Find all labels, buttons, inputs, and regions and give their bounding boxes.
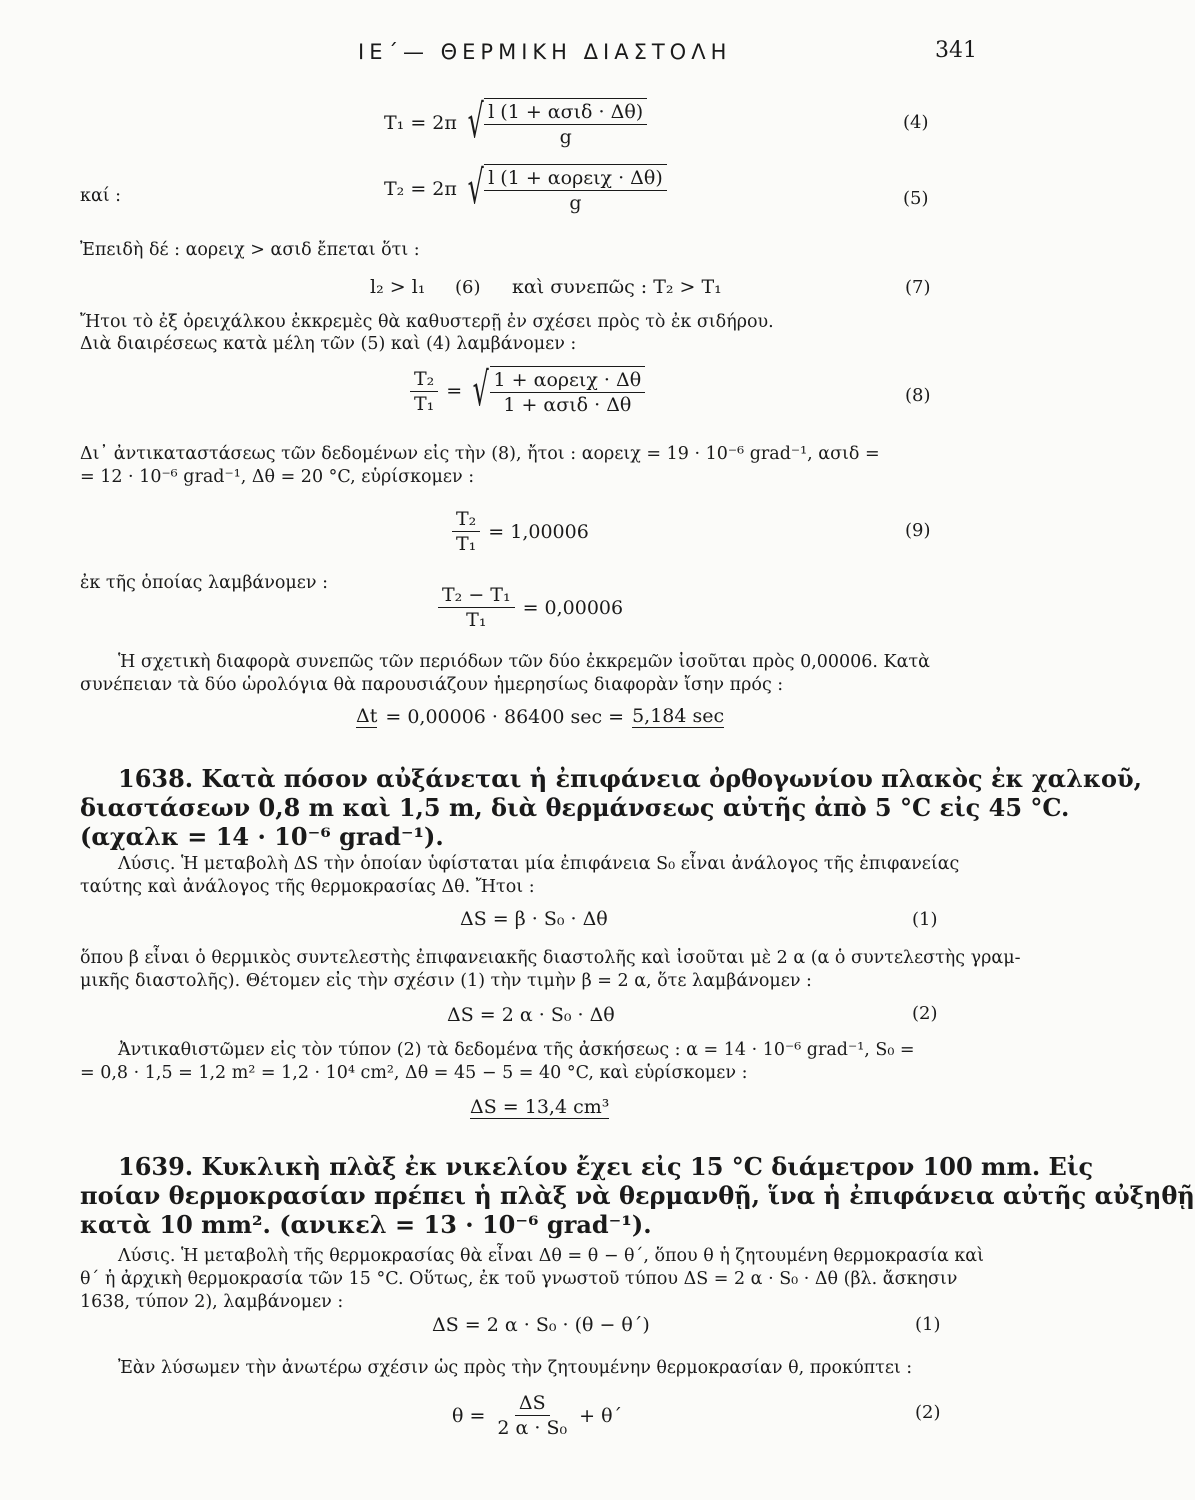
equation-4 [384,94,647,148]
sol1639-eq2-rhs: + θ΄ [579,1404,623,1427]
sol1639-eq2 [452,1392,622,1439]
equation-5 [384,160,667,214]
solution-text: Ἀντικαθιστῶμεν εἰς τὸν τύπον (2) τὰ δεδομένα τῆς ἀσκήσεως : α = 14 · 10⁻⁶ grad⁻¹, S₀ = [118,1040,915,1060]
eq7-label: (7) [905,277,931,298]
paragraph: Ἡ σχετικὴ διαφορὰ συνεπῶς τῶν περιόδων τῶν δύο ἐκκρεμῶν ἰσοῦται πρὸς 0,00006. Κατὰ [118,652,930,672]
problem-1638-title: 1638. Κατὰ πόσον αὐξάνεται ἡ ἐπιφάνεια ὀρθογωνίου πλακὸς ἐκ χαλκοῦ, [118,764,1142,793]
sol1639-eq2-label: (2) [915,1402,941,1423]
eq4-numerator: l (1 + ασιδ · Δθ) [484,101,647,125]
eq11-result: 5,184 sec [632,705,725,727]
eq10-num: T₂ − T₁ [438,584,515,608]
problem-1639-title: 1639. Κυκλικὴ πλὰξ ἐκ νικελίου ἔχει εἰς 15 °C διάμετρον 100 mm. Εἰς [118,1152,1094,1181]
equation-8: $\frac{\text{T₂}}{\text{T₁}}$ = √ $\frac{\text{1 + αορειχ · Δθ}}{\text{1 + ασιδ · Δθ}}$ [410,366,645,416]
paragraph: Διὰ διαιρέσεως κατὰ μέλη τῶν (5) καὶ (4) λαμβάνομεν : [80,334,577,354]
problem-1638-title: (αχαλκ = 14 · 10⁻⁶ grad⁻¹). [80,822,444,851]
sol1638-result: ΔS = 13,4 cm³ [470,1096,610,1118]
eq4-lhs: T₁ = 2π [384,112,457,134]
eq8-lhs-num: T₂ [410,368,438,392]
eq9-den: T₁ [456,533,477,555]
eq8-denominator: 1 + ασιδ · Δθ [503,394,632,416]
eq5-prefix: καί : [80,186,122,206]
eq4-denominator: g [559,126,572,148]
paragraph: = 12 · 10⁻⁶ grad⁻¹, Δθ = 20 °C, εὑρίσκομεν : [80,467,475,487]
sol1638-eq1: ΔS = β · S₀ · Δθ [460,908,608,930]
equation-11 [356,705,724,728]
problem-1639-title: κατὰ 10 mm². (ανικελ = 13 · 10⁻⁶ grad⁻¹). [80,1210,652,1239]
eq9-value: = 1,00006 [488,520,589,543]
eq10-den: T₁ [466,609,487,631]
running-header: ΙΕ΄— ΘΕΡΜΙΚΗ ΔΙΑΣΤΟΛΗ [358,40,732,64]
sol1639-eq2-lhs: θ = [452,1404,486,1427]
eq11-mid: = 0,00006 · 86400 sec = [385,705,625,728]
eq5-lhs: T₂ = 2π [384,178,457,200]
paragraph: Ἤτοι τὸ ἐξ ὀρειχάλκου ἐκκρεμὲς θὰ καθυστερῇ ἐν σχέσει πρὸς τὸ ἐκ σιδήρου. [80,312,774,332]
eq6-expr: l₂ > l₁ [370,276,426,298]
eq6-label: (6) [455,277,481,298]
paragraph: συνέπειαν τὰ δύο ὡρολόγια θὰ παρουσιάζουν ἡμερησίως διαφορὰν ἴσην πρός : [80,675,784,695]
sol1638-eq2-label: (2) [912,1003,938,1024]
eq8-label: (8) [905,385,931,406]
sol1638-eq2: ΔS = 2 α · S₀ · Δθ [447,1004,615,1026]
eq9-label: (9) [905,520,931,541]
problem-1639-title: ποίαν θερμοκρασίαν πρέπει ἡ πλὰξ νὰ θερμανθῇ, ἵνα ἡ ἐπιφάνεια αὐτῆς αὐξηθῇ [80,1181,1195,1210]
solution-text: Λύσις. Ἡ μεταβολὴ τῆς θερμοκρασίας θὰ εἶναι Δθ = θ − θ΄, ὅπου θ ἡ ζητουμένη θερμοκρασία καὶ [118,1246,984,1266]
sol1639-eq1: ΔS = 2 α · S₀ · (θ − θ΄) [432,1314,650,1336]
paragraph: Δι᾽ ἀντικαταστάσεως τῶν δεδομένων εἰς τὴν (8), ἤτοι : αορειχ = 19 · 10⁻⁶ grad⁻¹, ασιδ = [80,444,880,464]
sol1638-eq1-label: (1) [912,909,938,930]
sol1639-eq2-den: 2 α · S₀ [497,1417,568,1439]
eq5-label: (5) [903,188,929,209]
sqrt-sign: √ $\frac{\text{l (1 + αορειχ · Δθ)}}{g}$ [465,164,667,214]
paragraph: ἐκ τῆς ὁποίας λαμβάνομεν : [80,573,328,593]
equation-10 [438,584,623,631]
sqrt-sign: √ $\frac{\text{l (1 + ασιδ · Δθ)}}{g}$ [465,98,647,148]
sqrt-sign: √ $\frac{\text{1 + αορειχ · Δθ}}{\text{1 + ασιδ · Δθ}}$ [470,366,645,416]
eq5-numerator: l (1 + αορειχ · Δθ) [484,167,667,191]
sol1639-eq1-label: (1) [915,1314,941,1335]
eq8-numerator: 1 + αορειχ · Δθ [490,369,646,393]
eq11-lhs: Δt [356,705,378,727]
eq10-value: = 0,00006 [522,596,624,619]
eq9-num: T₂ [452,508,480,532]
solution-text: = 0,8 · 1,5 = 1,2 m² = 1,2 · 10⁴ cm², Δθ = 45 − 5 = 40 °C, καὶ εὑρίσκομεν : [80,1063,748,1083]
eq5-denominator: g [569,192,582,214]
page-number: 341 [935,38,977,63]
solution-text: ὅπου β εἶναι ὁ θερμικὸς συντελεστὴς ἐπιφανειακῆς διαστολῆς καὶ ἰσοῦται μὲ 2 α (α ὁ συντελεστὴς γραμ- [80,948,1021,968]
sol1639-eq2-num: ΔS [515,1392,550,1416]
eq8-lhs-den: T₁ [414,392,435,415]
solution-text: θ΄ ἡ ἀρχικὴ θερμοκρασία τῶν 15 °C. Οὕτως, ἐκ τοῦ γνωστοῦ τύπου ΔS = 2 α · S₀ · Δθ (βλ. ἄσκησιν [80,1269,958,1289]
solution-text: Λύσις. Ἡ μεταβολὴ ΔS τὴν ὁποίαν ὑφίσταται μία ἐπιφάνεια S₀ εἶναι ἀνάλογος τῆς ἐπιφανείας [118,854,960,874]
eq7-text: καὶ συνεπῶς : T₂ > T₁ [512,276,722,298]
solution-text: ταύτης καὶ ἀνάλογος τῆς θερμοκρασίας Δθ. Ἤτοι : [80,877,535,897]
since-line: Ἐπειδὴ δέ : αορειχ > ασιδ ἔπεται ὅτι : [80,240,420,260]
solution-text: 1638, τύπον 2), λαμβάνομεν : [80,1292,344,1312]
solution-text: Ἐὰν λύσωμεν τὴν ἀνωτέρω σχέσιν ὡς πρὸς τὴν ζητουμένην θερμοκρασίαν θ, προκύπτει : [118,1358,913,1378]
eq4-label: (4) [903,112,929,133]
solution-text: μικῆς διαστολῆς). Θέτομεν εἰς τὴν σχέσιν (1) τὴν τιμὴν β = 2 α, ὅτε λαμβάνομεν : [80,971,812,991]
equation-9 [452,508,589,555]
problem-1638-title: διαστάσεων 0,8 m καὶ 1,5 m, διὰ θερμάνσεως αὐτῆς ἀπὸ 5 °C εἰς 45 °C. [80,793,1070,822]
